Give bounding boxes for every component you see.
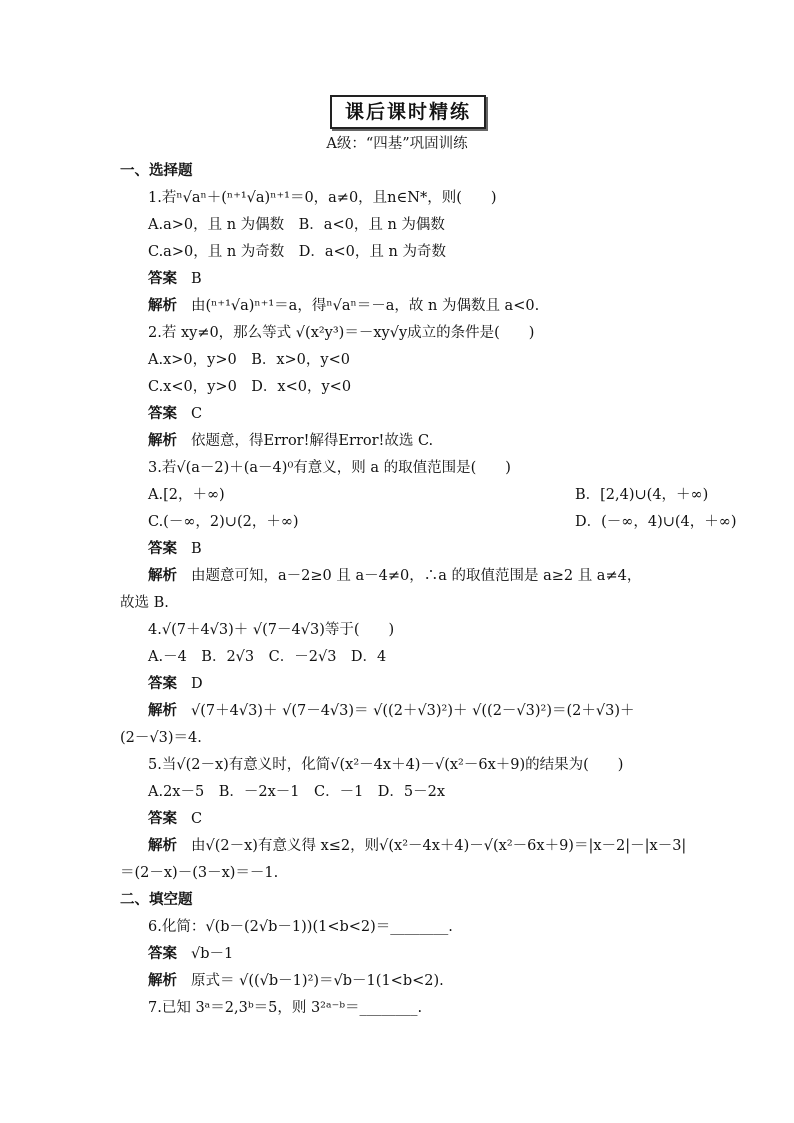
page-title: 课后课时精练 bbox=[330, 95, 486, 129]
q2-options-ab: A.x>0，y>0 B．x>0，y<0 bbox=[148, 352, 350, 368]
q3-option-b: B．[2,4)∪(4，＋∞) bbox=[575, 487, 709, 503]
level-subtitle: A级：“四基”巩固训练 bbox=[326, 136, 468, 152]
q2-answer bbox=[148, 404, 202, 424]
q2-answer-value: C bbox=[191, 406, 203, 422]
q3-options-ab bbox=[148, 485, 708, 505]
analysis-label: 解析 bbox=[148, 568, 177, 584]
q1-analysis-text: 由(ⁿ⁺¹√a)ⁿ⁺¹＝a，得ⁿ√aⁿ＝－a，故 n 为偶数且 a<0. bbox=[191, 298, 540, 314]
q3-stem: 3.若√(a－2)＋(a－4)⁰有意义，则 a 的取值范围是( ) bbox=[148, 460, 511, 476]
q4-stem: 4.√(7＋4√3)＋ √(7－4√3)等于( ) bbox=[148, 622, 395, 638]
q2-stem: 2.若 xy≠0，那么等式 √(x²y³)＝－xy√y成立的条件是( ) bbox=[148, 325, 535, 341]
answer-label: 答案 bbox=[148, 406, 177, 422]
q3-answer bbox=[148, 539, 202, 559]
analysis-label: 解析 bbox=[148, 838, 177, 854]
q5-analysis-text: 由√(2－x)有意义得 x≤2，则√(x²－4x＋4)－√(x²－6x＋9)＝|x－2|－|x－3| bbox=[191, 838, 687, 854]
q3-options-cd bbox=[148, 512, 737, 532]
q3-option-a: A.[2，＋∞) bbox=[148, 487, 225, 503]
q6-analysis-text: 原式＝ √((√b－1)²)＝√b－1(1<b<2). bbox=[191, 973, 444, 989]
q5-answer-value: C bbox=[191, 811, 203, 827]
q6-analysis bbox=[148, 971, 444, 991]
q4-answer-value: D bbox=[191, 676, 203, 692]
q4-answer bbox=[148, 674, 203, 694]
q1-answer-value: B bbox=[191, 271, 202, 287]
answer-label: 答案 bbox=[148, 811, 177, 827]
q2-options-cd: C.x<0，y>0 D．x<0，y<0 bbox=[148, 379, 352, 395]
q6-answer-value: √b－1 bbox=[191, 946, 234, 962]
q3-analysis-text: 由题意可知，a－2≥0 且 a－4≠0，∴a 的取值范围是 a≥2 且 a≠4， bbox=[191, 568, 642, 584]
answer-label: 答案 bbox=[148, 676, 177, 692]
q1-options-ab: A.a>0，且 n 为偶数 B．a<0，且 n 为偶数 bbox=[148, 217, 445, 233]
q7-stem: 7.已知 3ᵃ＝2,3ᵇ＝5，则 3²ᵃ⁻ᵇ＝________. bbox=[148, 1000, 423, 1016]
q5-analysis bbox=[148, 836, 686, 856]
analysis-label: 解析 bbox=[148, 298, 177, 314]
q1-stem: 1.若ⁿ√aⁿ＋(ⁿ⁺¹√a)ⁿ⁺¹＝0，a≠0，且n∈N*，则( ) bbox=[148, 190, 497, 206]
q5-answer bbox=[148, 809, 202, 829]
q4-analysis-cont: (2－√3)＝4. bbox=[120, 730, 202, 746]
q3-analysis bbox=[148, 566, 641, 586]
section-choice-heading: 一、选择题 bbox=[120, 163, 193, 179]
q5-analysis-cont: ＝(2－x)－(3－x)＝－1. bbox=[120, 865, 279, 881]
q3-analysis-cont: 故选 B. bbox=[120, 595, 169, 611]
answer-label: 答案 bbox=[148, 271, 177, 287]
analysis-label: 解析 bbox=[148, 433, 177, 449]
q6-stem: 6.化简：√(b－(2√b－1))(1<b<2)＝________. bbox=[148, 919, 453, 935]
q2-analysis bbox=[148, 431, 433, 451]
q3-option-c: C.(－∞，2)∪(2，＋∞) bbox=[148, 514, 299, 530]
q1-answer bbox=[148, 269, 202, 289]
q2-analysis-text: 依题意，得Error!解得Error!故选 C. bbox=[191, 433, 434, 449]
section-fill-heading: 二、填空题 bbox=[120, 892, 193, 908]
q5-stem: 5.当√(2－x)有意义时，化简√(x²－4x＋4)－√(x²－6x＋9)的结果为( ) bbox=[148, 757, 624, 773]
q4-analysis-text: √(7＋4√3)＋ √(7－4√3)＝ √((2＋√3)²)＋ √((2－√3)²)＝(2＋√3)＋ bbox=[191, 703, 635, 719]
q3-option-d: D．(－∞，4)∪(4，＋∞) bbox=[575, 514, 737, 530]
analysis-label: 解析 bbox=[148, 973, 177, 989]
q1-analysis bbox=[148, 296, 539, 316]
q3-answer-value: B bbox=[191, 541, 202, 557]
q1-options-cd: C.a>0，且 n 为奇数 D．a<0，且 n 为奇数 bbox=[148, 244, 446, 260]
answer-label: 答案 bbox=[148, 946, 177, 962]
q4-analysis bbox=[148, 701, 635, 721]
q4-options: A.－4 B．2√3 C．－2√3 D．4 bbox=[148, 649, 387, 665]
q6-answer bbox=[148, 944, 233, 964]
q5-options: A.2x－5 B．－2x－1 C．－1 D．5－2x bbox=[148, 784, 446, 800]
answer-label: 答案 bbox=[148, 541, 177, 557]
analysis-label: 解析 bbox=[148, 703, 177, 719]
